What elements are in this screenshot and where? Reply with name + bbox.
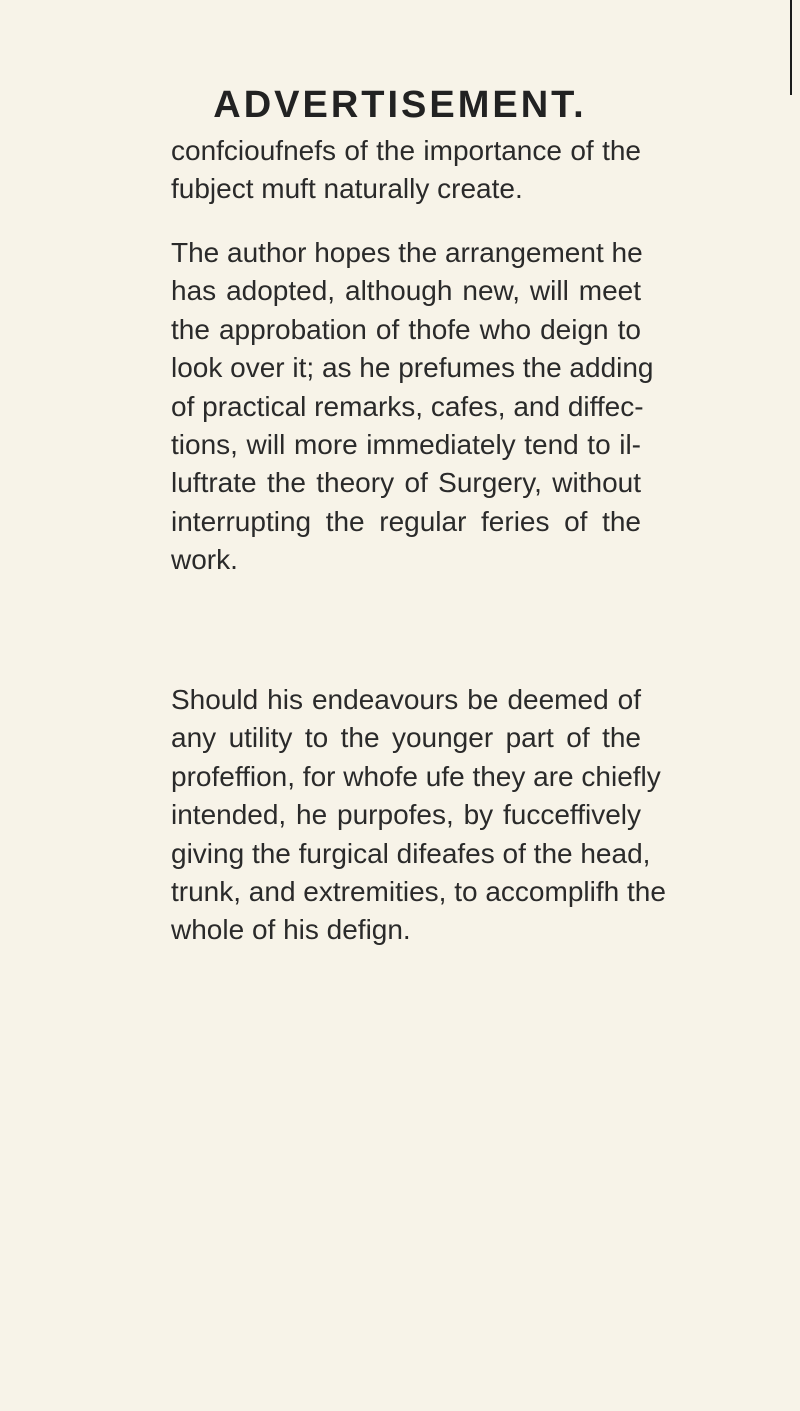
text-line: giving the furgical difeafes of the head, <box>171 837 651 869</box>
page-edge-line <box>790 0 792 95</box>
text-line: profeffion, for whofe ufe they are chiefly <box>171 760 661 792</box>
text-line: intended, he purpofes, by fucceffively <box>171 799 641 831</box>
page-title: ADVERTISEMENT. <box>213 84 587 126</box>
text-line: whole of his defign. <box>171 914 411 946</box>
paragraph-arrangement <box>171 234 654 580</box>
text-line: The author hopes the arrangement he <box>171 237 643 268</box>
text-line: work. <box>171 544 238 576</box>
paragraph-endeavours <box>171 681 666 950</box>
text-line: the approbation of thofe who deign to <box>171 313 641 345</box>
text-line: of practical remarks, cafes, and diffec- <box>171 390 644 422</box>
text-line: trunk, and extremities, to accomplifh the <box>171 875 666 907</box>
text-line: confcioufnefs of the importance of the <box>171 135 641 166</box>
text-line: look over it; as he prefumes the adding <box>171 352 654 384</box>
text-line: luftrate the theory of Surgery, without <box>171 467 641 499</box>
text-line: any utility to the younger part of the <box>171 722 641 754</box>
text-line: interrupting the regular feries of the <box>171 505 641 537</box>
text-line: fubject muft naturally create. <box>171 173 523 205</box>
text-line: tions, will more immediately tend to il- <box>171 428 641 460</box>
text-line: has adopted, although new, will meet <box>171 275 641 307</box>
paragraph-continuation <box>171 132 641 209</box>
text-line: Should his endeavours be deemed of <box>171 684 641 715</box>
